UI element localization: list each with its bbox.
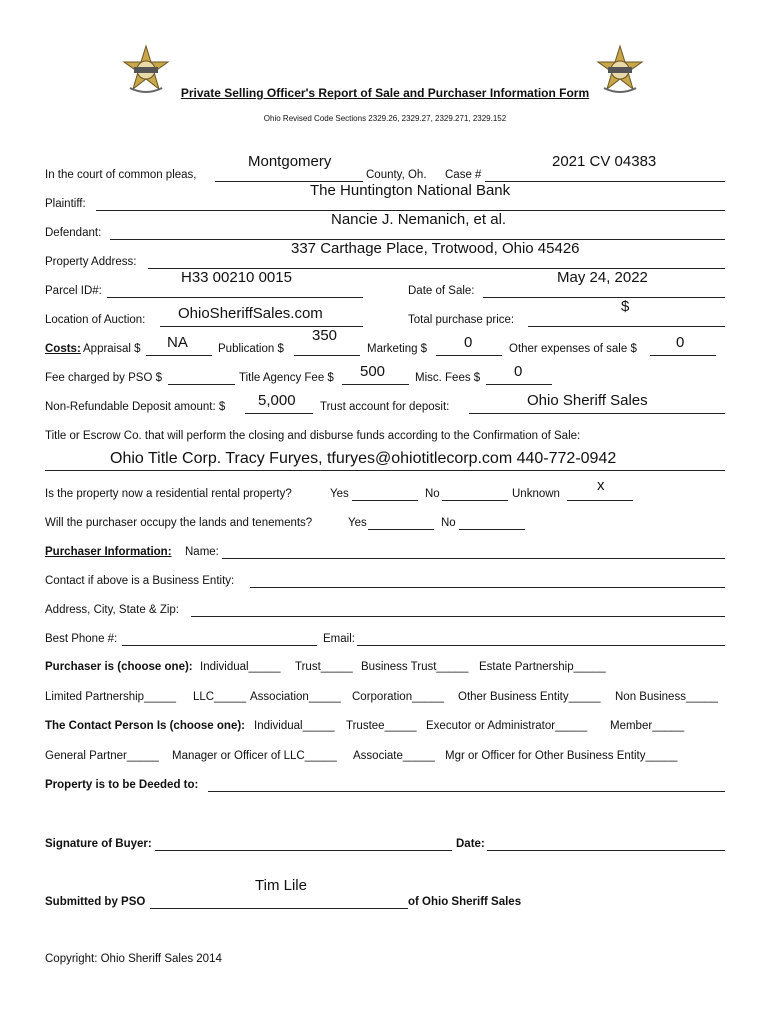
- fee-pso-line: [168, 384, 235, 385]
- date-label: Date:: [456, 838, 485, 850]
- trust-line: [469, 413, 725, 414]
- marketing-label: Marketing $: [367, 343, 428, 355]
- email-label: Email:: [323, 633, 355, 645]
- name-label: Name:: [185, 546, 219, 558]
- appraisal-line: [146, 355, 212, 356]
- other-expenses-value[interactable]: 0: [676, 334, 685, 351]
- form-title: Private Selling Officer's Report of Sale and Purchaser Information Form: [180, 86, 590, 100]
- signature-line[interactable]: [155, 850, 452, 851]
- fee-pso-label: Fee charged by PSO $: [45, 372, 162, 384]
- occupy-no-line[interactable]: [459, 529, 525, 530]
- parcel-label: Parcel ID#:: [45, 285, 102, 297]
- deeded-to-line[interactable]: [208, 791, 725, 792]
- contact-business-line[interactable]: [250, 587, 725, 588]
- purchaser-option-limited-partnership[interactable]: Limited Partnership_____: [45, 691, 177, 703]
- misc-fees-label: Misc. Fees $: [415, 372, 481, 384]
- purchaser-option-non-business[interactable]: Non Business_____: [615, 691, 718, 703]
- purchaser-is-label: Purchaser is (choose one):: [45, 661, 193, 673]
- deposit-line: [245, 413, 313, 414]
- title-escrow-value[interactable]: Ohio Title Corp. Tracy Furyes, tfuryes@ohiotitlecorp.com 440-772-0942: [110, 450, 617, 467]
- copyright-text: Copyright: Ohio Sheriff Sales 2014: [45, 953, 222, 965]
- address-line[interactable]: [191, 616, 725, 617]
- rental-no-label: No: [425, 488, 440, 500]
- date-of-sale-value[interactable]: May 24, 2022: [557, 269, 648, 286]
- other-expenses-line: [650, 355, 716, 356]
- deposit-label: Non-Refundable Deposit amount: $: [45, 401, 226, 413]
- publication-label: Publication $: [218, 343, 284, 355]
- costs-label: Costs:: [45, 343, 81, 355]
- plaintiff-value[interactable]: The Huntington National Bank: [310, 182, 511, 199]
- date-of-sale-label: Date of Sale:: [408, 285, 475, 297]
- title-agency-line: [342, 384, 409, 385]
- form-subtitle: Ohio Revised Code Sections 2329.26, 2329.27, 2329.271, 2329.152: [263, 114, 507, 123]
- total-price-line: [528, 326, 725, 327]
- county-label: County, Oh.: [366, 169, 427, 181]
- location-label: Location of Auction:: [45, 314, 146, 326]
- contact-option-trustee[interactable]: Trustee_____: [346, 720, 417, 732]
- publication-value[interactable]: 350: [312, 327, 338, 344]
- phone-line[interactable]: [122, 645, 317, 646]
- email-line[interactable]: [357, 645, 725, 646]
- purchaser-option-corporation[interactable]: Corporation_____: [352, 691, 445, 703]
- purchaser-info-label: Purchaser Information:: [45, 546, 172, 558]
- occupy-yes-label: Yes: [348, 517, 367, 529]
- rental-no-line[interactable]: [442, 500, 508, 501]
- purchaser-option-llc[interactable]: LLC_____: [193, 691, 247, 703]
- occupy-no-label: No: [441, 517, 456, 529]
- contact-option-member[interactable]: Member_____: [610, 720, 685, 732]
- submitted-by-label: Submitted by PSO: [45, 896, 146, 908]
- submitted-by-line[interactable]: [150, 908, 408, 909]
- case-label: Case #: [445, 169, 482, 181]
- marketing-value[interactable]: 0: [464, 334, 473, 351]
- total-price-label: Total purchase price:: [408, 314, 515, 326]
- name-line[interactable]: [222, 558, 725, 559]
- contact-option-mgr-other[interactable]: Mgr or Officer for Other Business Entity_____: [445, 750, 678, 762]
- date-of-sale-line: [483, 297, 725, 298]
- title-escrow-line: [45, 470, 725, 471]
- title-escrow-label: Title or Escrow Co. that will perform the closing and disburse funds according to the Confirmation of Sale:: [45, 430, 581, 442]
- occupy-yes-line[interactable]: [368, 529, 434, 530]
- purchaser-option-estate-partnership[interactable]: Estate Partnership_____: [479, 661, 606, 673]
- rental-unknown-label: Unknown: [512, 488, 560, 500]
- rental-question: Is the property now a residential rental property?: [45, 488, 292, 500]
- trust-value[interactable]: Ohio Sheriff Sales: [527, 392, 648, 409]
- parcel-value[interactable]: H33 00210 0015: [181, 269, 292, 286]
- case-value[interactable]: 2021 CV 04383: [552, 153, 657, 170]
- misc-fees-value[interactable]: 0: [514, 363, 523, 380]
- purchaser-option-business-trust[interactable]: Business Trust_____: [361, 661, 469, 673]
- trust-label: Trust account for deposit:: [320, 401, 450, 413]
- rental-unknown-line[interactable]: [567, 500, 633, 501]
- contact-option-associate[interactable]: Associate_____: [353, 750, 435, 762]
- property-address-value[interactable]: 337 Carthage Place, Trotwood, Ohio 45426: [291, 240, 580, 257]
- parcel-line: [107, 297, 363, 298]
- purchaser-option-trust[interactable]: Trust_____: [295, 661, 353, 673]
- defendant-label: Defendant:: [45, 227, 102, 239]
- purchaser-option-other-business[interactable]: Other Business Entity_____: [458, 691, 601, 703]
- title-agency-value[interactable]: 500: [360, 363, 386, 380]
- purchaser-option-association[interactable]: Association_____: [250, 691, 341, 703]
- case-line: [485, 181, 725, 182]
- total-price-value[interactable]: $: [621, 298, 630, 315]
- purchaser-option-individual[interactable]: Individual_____: [200, 661, 281, 673]
- submitted-by-value[interactable]: Tim Lile: [255, 877, 307, 894]
- other-expenses-label: Other expenses of sale $: [509, 343, 637, 355]
- address-label: Address, City, State & Zip:: [45, 604, 180, 616]
- rental-unknown-mark[interactable]: x: [597, 477, 605, 494]
- location-value[interactable]: OhioSheriffSales.com: [178, 305, 323, 322]
- property-address-label: Property Address:: [45, 256, 137, 268]
- county-value[interactable]: Montgomery: [248, 153, 332, 170]
- marketing-line: [436, 355, 502, 356]
- signature-label: Signature of Buyer:: [45, 838, 152, 850]
- contact-option-general-partner[interactable]: General Partner_____: [45, 750, 159, 762]
- of-ohio-sheriff-sales-label: of Ohio Sheriff Sales: [408, 896, 522, 908]
- phone-label: Best Phone #:: [45, 633, 118, 645]
- defendant-value[interactable]: Nancie J. Nemanich, et al.: [331, 211, 507, 228]
- appraisal-value[interactable]: NA: [167, 334, 188, 351]
- plaintiff-label: Plaintiff:: [45, 198, 86, 210]
- appraisal-label: Appraisal $: [83, 343, 141, 355]
- contact-option-executor[interactable]: Executor or Administrator_____: [426, 720, 588, 732]
- court-label: In the court of common pleas,: [45, 169, 197, 181]
- date-line[interactable]: [487, 850, 725, 851]
- deposit-value[interactable]: 5,000: [258, 392, 296, 409]
- contact-business-label: Contact if above is a Business Entity:: [45, 575, 235, 587]
- contact-option-manager-llc[interactable]: Manager or Officer of LLC_____: [172, 750, 337, 762]
- deeded-to-label: Property is to be Deeded to:: [45, 779, 199, 791]
- occupy-question: Will the purchaser occupy the lands and tenements?: [45, 517, 313, 529]
- contact-option-individual[interactable]: Individual_____: [254, 720, 335, 732]
- rental-yes-line[interactable]: [352, 500, 418, 501]
- contact-person-is-label: The Contact Person Is (choose one):: [45, 720, 245, 732]
- publication-line: [294, 355, 360, 356]
- title-agency-label: Title Agency Fee $: [239, 372, 334, 384]
- rental-yes-label: Yes: [330, 488, 349, 500]
- misc-fees-line: [486, 384, 552, 385]
